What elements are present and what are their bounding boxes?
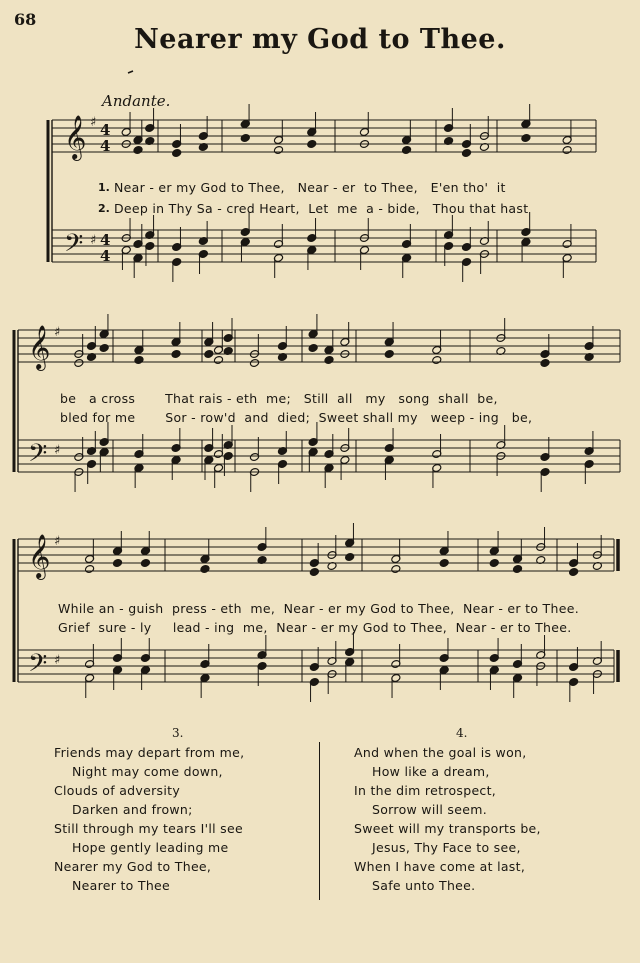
- sharp-icon: ♯: [90, 233, 97, 248]
- stanza-3-number: 3.: [172, 726, 184, 740]
- time-signature: 4: [100, 231, 111, 249]
- system2-verse1-lyrics: be a cross That rais - eth me; Still all my song shall be,: [60, 391, 498, 406]
- system3-verse1-lyrics: While an - guish press - eth me, Near - er my God to Thee, Near - er to Thee.: [58, 601, 579, 616]
- stanza-3-line: Clouds of adversity: [54, 783, 181, 798]
- time-signature: 4: [100, 121, 111, 139]
- stanza-3-line: Friends may depart from me,: [54, 745, 245, 760]
- note-head: [134, 356, 144, 365]
- verse-number-2: 2.: [98, 202, 110, 215]
- note-head: [521, 134, 531, 143]
- note-head: [213, 356, 223, 365]
- system2-verse2-lyrics: bled for me Sor - row'd and died; Sweet shall my weep - ing be,: [60, 410, 533, 425]
- stanza-divider: [319, 742, 320, 900]
- stanza-4-line: Sweet will my transports be,: [354, 821, 541, 836]
- treble-clef-icon: 𝄞: [28, 534, 51, 578]
- verse-number-1: 1.: [98, 181, 110, 194]
- system3-verse2-lyrics: Grief sure - ly lead - ing me, Near - er my God to Thee, Near - er to Thee.: [58, 620, 572, 635]
- note-head: [309, 568, 319, 577]
- note-head: [250, 359, 260, 368]
- note-head: [324, 356, 334, 365]
- note-head: [562, 146, 572, 155]
- sharp-icon: ♯: [54, 325, 61, 340]
- time-signature: 4: [100, 247, 111, 265]
- note-head: [489, 559, 499, 568]
- bass-clef-icon: 𝄢: [28, 649, 48, 684]
- stanza-4-line: How like a dream,: [372, 764, 490, 779]
- note-head: [74, 359, 84, 368]
- note-head: [439, 559, 449, 568]
- stanza-3-line: Hope gently leading me: [72, 840, 229, 855]
- note-head: [540, 359, 550, 368]
- note-head: [204, 350, 214, 359]
- sharp-icon: ♯: [54, 534, 61, 549]
- note-head: [172, 149, 182, 158]
- tempo-marking: Andante.: [102, 92, 171, 110]
- page-number: 68: [14, 10, 37, 29]
- note-head: [99, 344, 109, 353]
- stanza-4-line: Safe unto Thee.: [372, 878, 476, 893]
- system1-verse1-lyrics: Near - er my God to Thee, Near - er to Thee, E'en tho' it: [114, 180, 506, 195]
- stanza-3-line: Still through my tears I'll see: [54, 821, 243, 836]
- time-signature: 4: [100, 137, 111, 155]
- hymn-title: Nearer my God to Thee.: [134, 24, 506, 55]
- note-head: [273, 146, 283, 155]
- note-head: [512, 565, 522, 574]
- stanza-3: [54, 743, 244, 895]
- stanza-4-line: When I have come at last,: [354, 859, 526, 874]
- note-head: [391, 565, 401, 574]
- note-head: [461, 149, 471, 158]
- stanza-3-line: Nearer to Thee: [72, 878, 171, 893]
- system1-verse2-lyrics: Deep in Thy Sa - cred Heart, Let me a - bide, Thou that hast: [114, 201, 529, 216]
- stanza-3-line: Night may come down,: [72, 764, 223, 779]
- bass-clef-icon: 𝄢: [28, 439, 48, 474]
- note-head: [240, 134, 250, 143]
- treble-clef-icon: 𝄞: [28, 325, 51, 369]
- note-head: [345, 553, 355, 562]
- stanza-4-number: 4.: [456, 726, 468, 740]
- stanza-3-line: Darken and frown;: [72, 802, 193, 817]
- note-head: [140, 559, 150, 568]
- note-head: [384, 350, 394, 359]
- stanza-4-line: Sorrow will seem.: [372, 802, 487, 817]
- treble-clef-icon: 𝄞: [64, 115, 87, 159]
- note-head: [112, 559, 122, 568]
- sharp-icon: ♯: [54, 443, 61, 458]
- note-head: [171, 350, 181, 359]
- sharp-icon: ♯: [90, 115, 97, 130]
- note-head: [307, 140, 317, 149]
- note-head: [432, 356, 442, 365]
- note-head: [133, 146, 143, 155]
- note-head: [569, 568, 579, 577]
- stanza-4-line: Jesus, Thy Face to see,: [372, 840, 521, 855]
- sharp-icon: ♯: [54, 653, 61, 668]
- stray-mark: [128, 71, 133, 73]
- stanza-4-line: In the dim retrospect,: [354, 783, 497, 798]
- note-head: [85, 565, 95, 574]
- note-head: [200, 565, 210, 574]
- stanza-4: [354, 743, 541, 895]
- note-head: [308, 344, 318, 353]
- stanza-3-line: Nearer my God to Thee,: [54, 859, 212, 874]
- stanza-4-line: And when the goal is won,: [354, 745, 527, 760]
- bass-clef-icon: 𝄢: [64, 229, 84, 264]
- note-head: [402, 146, 412, 155]
